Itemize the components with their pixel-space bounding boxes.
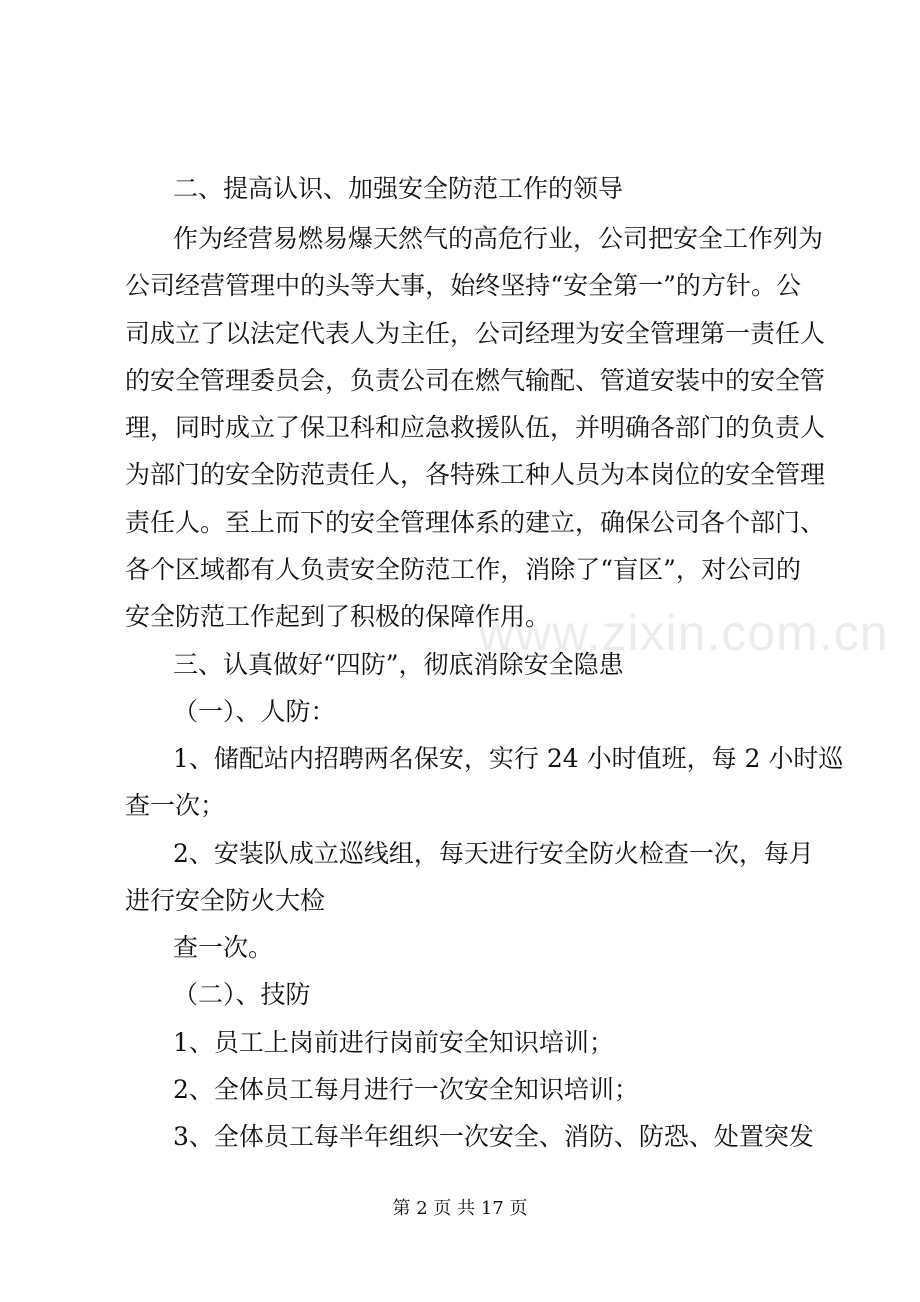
list-item: 2、全体员工每月进行一次安全知识培训； — [173, 1075, 639, 1104]
paragraph-line: 为部门的安全防范责任人，各特殊工种人员为本岗位的安全管理 — [125, 460, 826, 489]
list-item-continuation: 进行安全防火大检 — [125, 886, 326, 915]
list-item-continuation: 查一次； — [125, 791, 226, 820]
paragraph-line: 理，同时成立了保卫科和应急救援队伍，并明确各部门的负责人 — [125, 413, 826, 442]
list-item-continuation: 查一次。 — [173, 933, 274, 962]
paragraph-line: 安全防范工作起到了积极的保障作用。 — [125, 602, 551, 631]
paragraph-line: 公司经营管理中的头等大事，始终坚持“安全第一”的方针。公 — [125, 271, 801, 300]
section-heading-leadership: 二、提高认识、加强安全防范工作的领导 — [173, 174, 624, 203]
list-item: 1、员工上岗前进行岗前安全知识培训； — [173, 1028, 614, 1057]
subsection-heading-technical: （二）、技防 — [173, 980, 311, 1009]
paragraph-line: 责任人。至上而下的安全管理体系的建立，确保公司各个部门、 — [125, 508, 826, 537]
watermark: www.zixin.com.cn — [478, 605, 889, 661]
paragraph-line: 作为经营易燃易爆天然气的高危行业，公司把安全工作列为 — [173, 224, 824, 253]
list-item: 1、储配站内招聘两名保安，实行 24 小时值班，每 2 小时巡 — [173, 744, 844, 773]
paragraph-line: 司成立了以法定代表人为主任，公司经理为安全管理第一责任人 — [125, 319, 826, 348]
paragraph-line: 各个区域都有人负责安全防范工作，消除了“盲区”，对公司的 — [125, 555, 801, 584]
subsection-heading-personnel: （一）、人防： — [173, 697, 336, 726]
page-number-footer: 第 2 页 共 17 页 — [392, 1198, 528, 1219]
paragraph-line: 的安全管理委员会，负责公司在燃气输配、管道安装中的安全管 — [125, 366, 826, 395]
list-item: 3、全体员工每半年组织一次安全、消防、防恐、处置突发 — [173, 1122, 814, 1151]
list-item: 2、安装队成立巡线组，每天进行安全防火检查一次，每月 — [173, 839, 814, 868]
section-heading-four-defenses: 三、认真做好“四防”，彻底消除安全隐患 — [173, 650, 624, 679]
